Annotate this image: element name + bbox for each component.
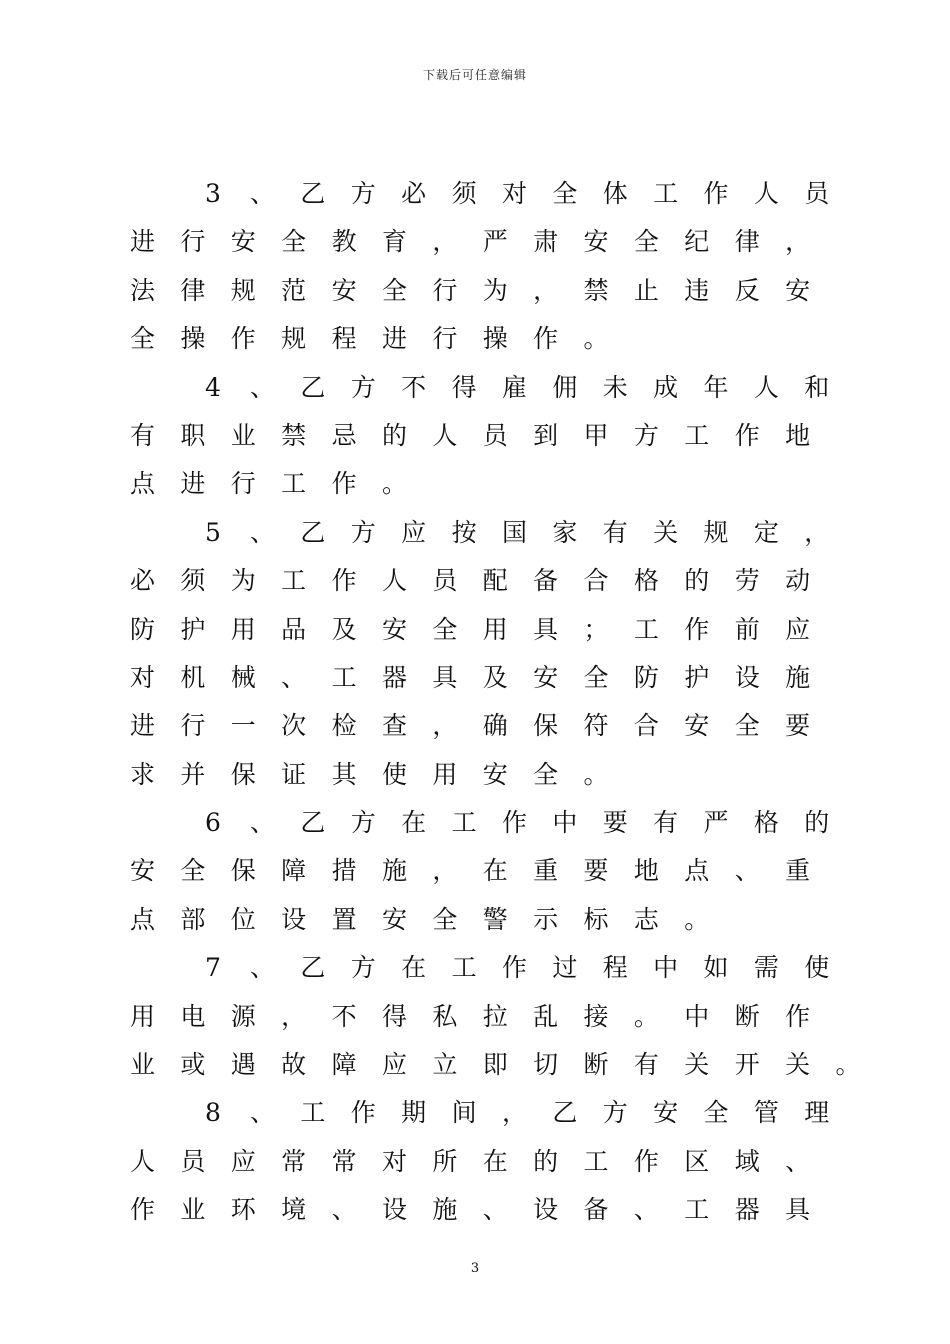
paragraph-line: 业 或 遇 故 障 应 立 即 切 断 有 关 开 关 。 [130, 1050, 861, 1080]
paragraph-line: 对 机 械 、 工 器 具 及 安 全 防 护 设 施 [130, 662, 811, 692]
paragraph-line: 防 护 用 品 及 安 全 用 具 ； 工 作 前 应 [130, 614, 811, 644]
paragraph-line: 4 、 乙 方 不 得 雇 佣 未 成 年 人 和 [205, 372, 830, 402]
paragraph-line: 必 须 为 工 作 人 员 配 备 合 格 的 劳 动 [130, 566, 811, 596]
paragraph-line: 7 、 乙 方 在 工 作 过 程 中 如 需 使 [205, 953, 830, 983]
header-note: 下载后可任意编辑 [422, 68, 527, 82]
paragraph-line: 点 部 位 设 置 安 全 警 示 标 志 。 [130, 904, 710, 934]
paragraph-line: 6 、 乙 方 在 工 作 中 要 有 严 格 的 [205, 808, 830, 838]
paragraph-line: 作 业 环 境 、 设 施 、 设 备 、 工 器 具 [130, 1195, 811, 1225]
paragraph-line: 进 行 安 全 教 育 ， 严 肃 安 全 纪 律 ， [130, 227, 811, 257]
paragraph-line: 5 、 乙 方 应 按 国 家 有 关 规 定 ， [205, 517, 830, 547]
document-body [130, 170, 861, 1235]
paragraph-line: 全 操 作 规 程 进 行 操 作 。 [130, 324, 609, 354]
paragraph-line: 求 并 保 证 其 使 用 安 全 。 [130, 759, 609, 789]
paragraph-line: 进 行 一 次 检 查 ， 确 保 符 合 安 全 要 [130, 711, 811, 741]
paragraph-line: 有 职 业 禁 忌 的 人 员 到 甲 方 工 作 地 [130, 420, 811, 450]
paragraph-line: 安 全 保 障 措 施 ， 在 重 要 地 点 、 重 [130, 856, 811, 886]
paragraph-line: 点 进 行 工 作 。 [130, 469, 407, 499]
paragraph-line: 法 律 规 范 安 全 行 为 ， 禁 止 违 反 安 [130, 275, 811, 305]
paragraph-line: 8 、 工 作 期 间 ， 乙 方 安 全 管 理 [205, 1098, 830, 1128]
paragraph-line: 3 、 乙 方 必 须 对 全 体 工 作 人 员 [205, 179, 830, 208]
paragraph-line: 用 电 源 ， 不 得 私 拉 乱 接 。 中 断 作 [130, 1001, 811, 1031]
paragraph-line: 人 员 应 常 常 对 所 在 的 工 作 区 域 、 [130, 1146, 811, 1176]
page-number: 3 [470, 1261, 480, 1276]
